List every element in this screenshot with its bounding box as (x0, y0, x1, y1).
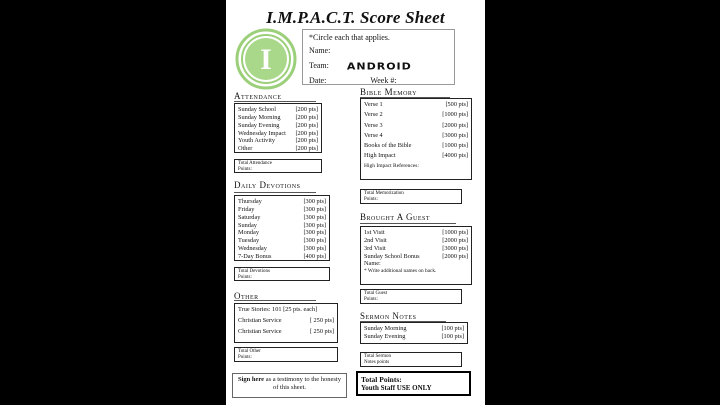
score-row (364, 132, 468, 140)
score-row (238, 122, 318, 130)
score-row-label: Thursday (238, 198, 262, 205)
score-row-label: Sunday Morning (238, 113, 281, 121)
score-row (238, 306, 334, 314)
score-row (238, 222, 326, 230)
bible-memory-total-box (360, 189, 462, 204)
score-row-points: [300 pts] (303, 205, 326, 213)
score-row-label: Christian Service (238, 327, 282, 335)
score-row (238, 206, 326, 214)
other-total-label: Total Other (238, 349, 261, 354)
score-row (364, 142, 468, 150)
score-row (238, 237, 326, 245)
devotions-total-label: Total Devotions (238, 269, 271, 274)
guest-note: * Write additional names on back. (364, 268, 437, 275)
score-row-label: 3rd Visit (364, 244, 386, 252)
week-label: Week #: (370, 76, 397, 86)
score-row (238, 198, 326, 206)
devotions-total-box (234, 267, 330, 281)
other-box (234, 303, 338, 343)
sermon-total-label: Total Sermon (364, 354, 392, 359)
score-row-points: [300 pts] (303, 229, 326, 237)
attendance-total-label: Total Attendance (238, 161, 272, 166)
score-row-label: Friday (238, 205, 255, 213)
score-row-label: Sunday (238, 221, 257, 229)
score-row-label: 7-Day Bonus (238, 253, 272, 261)
score-row-label: Verse 2 (364, 111, 383, 119)
score-row (364, 111, 468, 119)
score-row-label: Other (238, 145, 253, 153)
score-row (238, 137, 318, 145)
bible-memory-total-points: Points: (364, 197, 378, 202)
score-row-points (317, 306, 345, 314)
devotions-underline (234, 192, 316, 193)
score-row-label: Sunday School (238, 106, 276, 113)
impact-logo-icon (234, 27, 298, 91)
score-row-label: Wednesday (238, 245, 267, 253)
score-row-points: [200 pts] (295, 121, 318, 129)
other-title: Other (234, 291, 259, 301)
score-row-points: [300 pts] (303, 221, 326, 229)
attendance-title: Attendance (234, 91, 282, 101)
guest-box (360, 226, 472, 285)
score-row (364, 237, 468, 245)
score-row-points: [300 pts] (303, 245, 326, 253)
score-row-points: [3000 pts] (442, 131, 468, 139)
score-row-points: [ 250 pts] (309, 316, 334, 324)
name-label: Name: (309, 45, 331, 55)
signature-box[interactable] (232, 373, 347, 398)
score-row-points: [100 pts] (441, 325, 464, 332)
score-row-points: [200 pts] (295, 145, 318, 153)
score-row (238, 114, 318, 122)
score-row-label: Wednesday Impact (238, 129, 286, 137)
score-row-points: [400 pts] (303, 253, 326, 261)
youth-staff-note: Youth Staff USE ONLY (361, 384, 432, 393)
sermon-total-points: Notes points (364, 360, 390, 365)
guest-total-box (360, 289, 462, 304)
sermon-box (360, 322, 468, 344)
score-row-points: [100 pts] (441, 332, 464, 340)
attendance-box (234, 103, 322, 153)
score-row (238, 317, 334, 325)
score-row (238, 245, 326, 253)
guest-total-label: Total Guest (364, 291, 388, 296)
bible-memory-total-label: Total Memorization (364, 191, 404, 196)
score-row-points: [2000 pts] (442, 121, 468, 129)
attendance-underline (234, 101, 316, 102)
score-row-label: 1st Visit (364, 229, 385, 236)
score-row-points: [200 pts] (295, 106, 318, 113)
score-row-points: [4000 pts] (442, 152, 468, 160)
attendance-total-points: Points: (238, 167, 252, 172)
score-row-points: [2000 pts] (442, 236, 468, 244)
score-row-label: True Stories: 101 [25 pts. each] (238, 306, 318, 313)
score-row-points: [ 250 pts] (309, 327, 334, 335)
guest-total-points: Points: (364, 297, 378, 302)
score-row-label: Christian Service (238, 316, 282, 324)
score-row (238, 229, 326, 237)
score-row-points: [2000 pts] (442, 252, 468, 260)
score-row-points: [300 pts] (303, 237, 326, 245)
score-row-label: Sunday School Bonus (364, 252, 420, 260)
score-row-label: Verse 1 (364, 101, 383, 108)
score-row-label: 2nd Visit (364, 236, 387, 244)
guest-name-label: Name: (364, 260, 381, 268)
guest-title: Brought A Guest (360, 212, 431, 222)
circle-instruction: *Circle each that applies. (309, 33, 390, 42)
score-row-points: [1000 pts] (442, 229, 468, 236)
score-row-label: Sunday Evening (238, 121, 280, 129)
date-label: Date: (309, 76, 327, 86)
score-row-points: [300 pts] (303, 213, 326, 221)
score-row (364, 152, 468, 160)
score-row-label: Tuesday (238, 237, 260, 245)
score-row-points: [3000 pts] (442, 244, 468, 252)
score-row-points: [500 pts] (445, 101, 468, 108)
score-row-points: [200 pts] (295, 129, 318, 137)
score-row (238, 253, 326, 261)
score-row-points: [1000 pts] (442, 142, 468, 149)
score-row-label: Youth Activity (238, 137, 275, 145)
score-row (364, 253, 468, 261)
score-row-label: Saturday (238, 213, 261, 221)
total-points-label: Total Points: (361, 375, 402, 384)
score-row (238, 328, 334, 336)
sermon-total-box (360, 352, 462, 367)
bible-memory-box (360, 98, 472, 180)
devotions-title: Daily Devotions (234, 180, 301, 190)
score-row (364, 325, 464, 333)
team-label: Team: (309, 60, 329, 70)
score-row-label: Sunday Morning (364, 325, 407, 332)
score-row-label: High Impact (364, 152, 396, 160)
score-row-label: Books of the Bible (364, 142, 412, 149)
score-row (364, 101, 468, 109)
score-row-label: Monday (238, 229, 259, 237)
info-box (302, 29, 455, 85)
score-row (238, 214, 326, 222)
score-row (364, 333, 464, 341)
score-row (364, 245, 468, 253)
bible-memory-title: Bible Memory (360, 87, 417, 97)
score-row (238, 145, 318, 153)
score-row-points: [200 pts] (295, 137, 318, 145)
score-row-points: [1000 pts] (442, 111, 468, 119)
devotions-box (234, 195, 330, 261)
team-value: ANDROID (346, 60, 412, 72)
score-row-label: Verse 3 (364, 121, 383, 129)
score-row (238, 130, 318, 138)
score-row (238, 106, 318, 114)
score-row-points: [300 pts] (303, 198, 326, 205)
final-total-box (356, 371, 471, 396)
other-total-box (234, 347, 338, 362)
score-row-label: Verse 4 (364, 131, 383, 139)
sign-here-label: Sign here (238, 376, 265, 383)
score-row-points: [200 pts] (295, 113, 318, 121)
score-row (364, 122, 468, 130)
other-underline (234, 300, 316, 301)
logo-letter: I (260, 43, 272, 76)
other-total-points: Points: (238, 355, 252, 360)
score-row (364, 229, 468, 237)
page-title: I.M.P.A.C.T. Score Sheet (266, 8, 445, 27)
sign-instruction: as a testimony to the honesty of this sheet. (264, 376, 341, 392)
score-row-label: Sunday Evening (364, 332, 406, 340)
devotions-total-points: Points: (238, 275, 252, 280)
high-impact-references-label: High Impact References: (364, 162, 419, 169)
sermon-title: Sermon Notes (360, 311, 417, 321)
attendance-total-box (234, 159, 322, 173)
guest-underline (360, 223, 456, 224)
